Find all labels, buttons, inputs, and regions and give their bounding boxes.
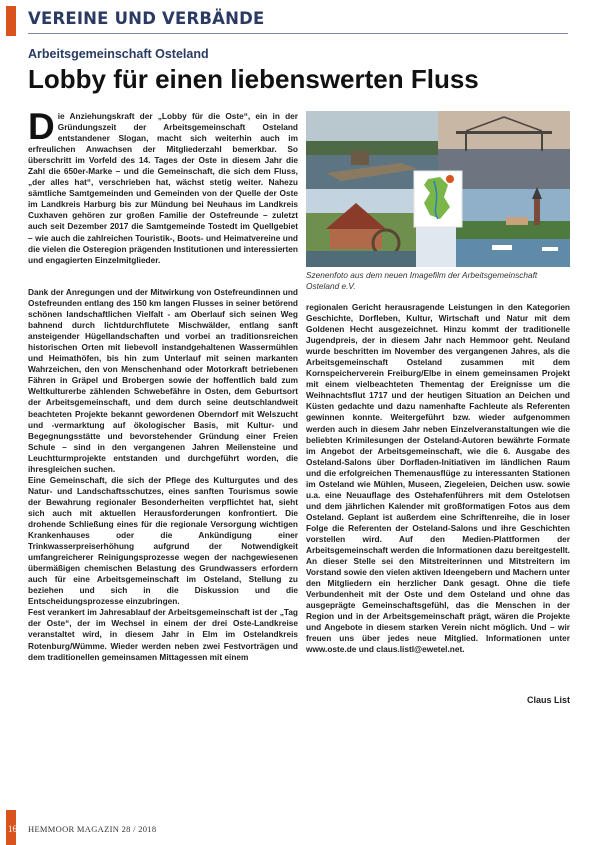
author-signature: Claus List — [526, 695, 570, 705]
article-lead — [28, 106, 298, 266]
photo-collage-image — [306, 111, 570, 267]
magazine-footer: HEMMOOR MAGAZIN 28 / 2018 — [28, 824, 157, 834]
paragraph: Eine Gemeinschaft, die sich der Pflege des Kulturgutes und des Natur- und Landschaftsschutzes, eines sanften Tourismus sowie der Bewahrung regionaler Besonderheiten verpflichtet hat, sieht sich auch mit aktuellen Herausforderungen konfrontiert. Die drohende Schließung eines für die regionale Versorgung wichtigen Krankenhauses oder die Ankündigung einer Trinkwasserpreiserhöhung aufgrund der Notwendigkeit umfangreicherer Reinigungsprozesse wegen der nachgewiesenen übermäßigen chemischen Belastung des Grundwassers erfordern auch für eine Arbeitsgemeinschaft im Osteland, Stellung zu beziehen und sich in die Diskussion und die Entscheidungsprozesse einzubringen. — [28, 474, 298, 607]
article-column-left — [28, 287, 298, 663]
paragraph: Dank der Anregungen und der Mitwirkung von Ostefreundinnen und Ostefreunden entlang des 150 km langen Flusses in seiner betörend schönen landschaftlichen Vielfalt - am Oberlauf sich seinen Weg bahnend durch lichtdurchflutete Mischwälder, entlang sanft ansteigender Hügellandschaften und vorbei an traditionsreichen historischen Orten mit liebevoll instandgehaltenen Wassermühlen und Heimathöfen, bis hin zum Unterlauf mit seinen markanten Wahrzeichen, den von Menschenhand oder Motorkraft betriebenen Fähren in Gräpel und Brobergen sowie der hoffentlich bald zum Weltkulturerbe zählenden Schwebefähre in Osten, dem Geburtsort der Arbeitsgemeinschaft, und dem durch seine deutschlandweit beachteten Projekte bekannt gewordenen Oberndorf mit Welszucht und -vermarktung auf ökologischer Basis, mit Kultur- und Begegnungsstätte und bevorstehender Gründung einer Freien Schule – sind in den vergangenen Jahren Meilensteine und Leuchtturmprojekte entstanden und durchgeführt worden, die ihresgleichen suchen. — [28, 287, 298, 474]
article-column-right — [306, 302, 570, 656]
article-headline: Lobby für einen liebenswerten Fluss — [28, 64, 479, 94]
paragraph: regionalen Gericht herausragende Leistungen in den Kategorien Geschichte, Dorfleben, Kultur, Wirtschaft und Natur mit dem Goldenen Hecht ausgezeichnet. Hinzu kommt der traditionelle Jugendpreis, der in diesem Jahr nach Hemmoor geht. Neuland wurde beschritten im November des vergangenen Jahres, als die Arbeitsgemeinschaft Osteland zusammen mit dem Kornspeicherverein Freiburg/Elbe in einem gemeinsamen Projekt mit einem vielbeachteten Thementag der Ereignisse um die Weihnachtsflut 1717 und der heutigen Situation an Deichen und Küsten gedachte und dazu namenhafte Fachleute als Referenten gewinnen konnte. Weitergeführt bzw. wieder aufgenommen werden auch in diesem Jahr neben Einzelveranstaltungen wie die beliebten Krimilesungen der Osteland-Autoren bewährte Formate im Angebot der Arbeitsgemeinschaft, wie die 6. Ausgabe des Osteland-Salons über Dorfladen-Initiativen im ländlichen Raum und die erfolgreichen Themenausflüge zu interessanten Stationen im Osteland wie Mühlen, Museen, Ziegeleien, Deichen usw. sowie u.a. eine Neuauflage des Ostehafenführers mit dem Ostelotsen und dem jährlichen Kalender mit großformatigen Fotos aus dem Osteland. Geplant ist außerdem eine Schriftenreihe, die in loser Folge die Referenten der Osteland-Salons und ihre Geschichten vorstellen wird. Auf den Medien-Plattformen der Arbeitsgemeinschaft werden die Informationen dazu bereitgestellt. An dieser Stelle sei den Mitstreiterinnen und Mitstreitern im Vorstand sowie den vielen aktiven Ideengebern und Machern unter den Mitgliedern ein herzlicher Dank gesagt. Ohne die tiefe Verbundenheit mit der Oste und dem Osteland und ohne das ausgeprägte Gemeinschaftsgefühl, das die Menschen in der Region und in der Arbeitsgemeinschaft prägt, wären die Projekte und Angebote in diesem starken Verein nicht möglich. Und – wir freuen uns über jedes neue Mitglied. Informationen unter www.oste.de und claus.listl@ewetel.net. — [306, 302, 570, 655]
section-divider — [28, 33, 568, 34]
paragraph: Fest verankert im Jahresablauf der Arbeitsgemeinschaft ist der „Tag der Oste“, der im Wechsel in einem der drei Oste-Landkreise veranstaltet wird, in diesem Jahr in Elm im Ostelandkreis Rotenburg/Wümme. Wieder werden neben zwei Festvorträgen und dem traditionellen gemeinsamen Mittagessen mit einem — [28, 607, 298, 662]
lead-paragraph: ie Anziehungskraft der „Lobby für die Oste“, ein in der Gründungszeit der Arbeitsgemeinschaft Osteland entstandener Slogan, macht sich weiterhin auch im erfreulichen Anwachsen der Mitgliederzahl bemerkbar. So überschritt im Vorfeld des 14. Tages der Oste in diesem Jahr die Zahl die 650er-Marke – und die Gemeinschaft, die sich dem Fluss, „der alles hat“, verschrieben hat, wächst stetig weiter. Nahezu sämtliche Samtgemeinden und Gemeinden von der Quelle der Oste im Landkreis Harburg bis zur Mündung bei Neuhaus im Landkreis Cuxhaven gehören zur großen Familie der Ostefreunde – zuletzt auch seit Dezember 2017 die Samtgemeinde Tostedt im Quellgebiet – wie auch die zahlreichen Touristik-, Boots- und Heimatvereine und die vielen die Osteregion prägenden Institutionen und interessierten und engagierten Einzelmitglieder. — [28, 111, 298, 265]
article-photo-collage — [306, 111, 570, 267]
photo-caption: Szenenfoto aus dem neuen Imagefilm der Arbeitsgemeinschaft Osteland e.V. — [306, 270, 538, 291]
article-kicker: Arbeitsgemeinschaft Osteland — [28, 47, 209, 61]
section-title: VEREINE UND VERBÄNDE — [28, 9, 265, 28]
page-number: 16 — [8, 824, 17, 834]
drop-cap: D — [28, 106, 55, 147]
section-accent-bar — [6, 6, 16, 36]
